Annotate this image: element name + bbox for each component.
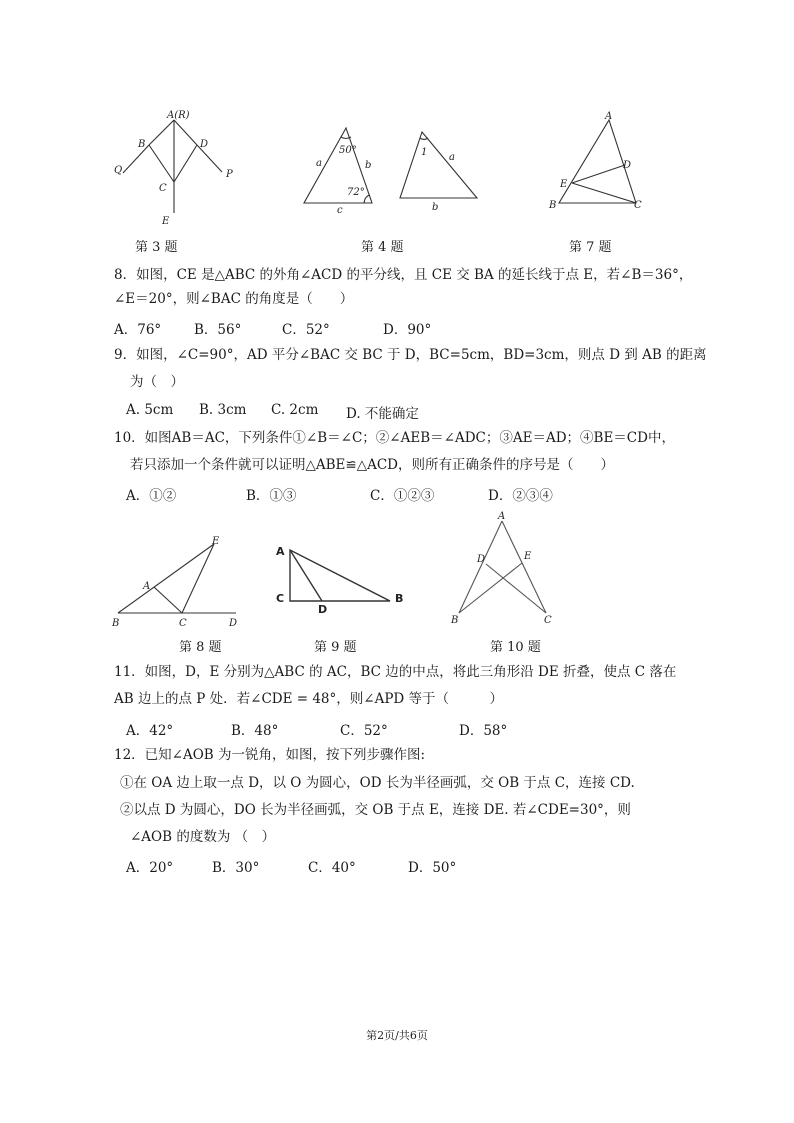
q9-option-d: D. 不能确定: [346, 406, 419, 422]
q12-option-c: C．40°: [308, 860, 356, 876]
figure-10: [445, 507, 565, 632]
fig8-label-d: D: [229, 618, 238, 629]
q11-option-c: C．52°: [340, 723, 388, 739]
q10-option-a: A．①②: [126, 488, 177, 504]
q12-text-line4: ∠AOB 的度数为 （ ）: [130, 829, 276, 845]
q10-text-line1: 10．如图AB＝AC，下列条件①∠B＝∠C；②∠AEB＝∠ADC；③AE＝AD；④BE＝CD中，: [114, 430, 675, 446]
figure-8: [108, 533, 248, 633]
q11-text-line2: AB 边上的点 P 处．若∠CDE = 48°，则∠APD 等于（ ）: [114, 691, 504, 707]
q8-option-b: B．56°: [194, 322, 242, 338]
fig9-label-d: D: [318, 603, 328, 616]
fig4-angle-bottom: 72°: [347, 187, 365, 198]
fig7-label-a: A: [605, 111, 613, 122]
fig7-label-e: E: [560, 179, 568, 190]
q12-text-line1: 12．已知∠AOB 为一锐角，如图，按下列步骤作图:: [114, 747, 426, 763]
q12-step2: ②以点 D 为圆心，DO 长为半径画弧，交 OB 于点 E，连接 DE. 若∠CDE=30°，则: [120, 802, 631, 818]
q9-option-a: A. 5cm: [126, 402, 174, 418]
fig4-side-b: b: [365, 160, 372, 171]
fig9-label-c: C: [276, 592, 285, 605]
q8-text-line2: ∠E＝20°，则∠BAC 的角度是（ ）: [114, 291, 354, 307]
q11-text-line1: 11．如图，D，E 分别为△ABC 的 AC，BC 边的中点，将此三角形沿 DE 折叠，使点 C 落在: [114, 664, 677, 680]
fig10-label-b: B: [451, 615, 459, 626]
q9-option-c: C. 2cm: [271, 402, 319, 418]
fig7-label-b: B: [549, 200, 557, 211]
fig4-right-b: b: [432, 202, 439, 213]
figure-3: [110, 105, 240, 230]
fig8-label-b: B: [112, 618, 120, 629]
fig10-label-c: C: [544, 615, 552, 626]
q12-option-b: B．30°: [212, 860, 260, 876]
fig4-side-c: c: [337, 205, 343, 216]
q11-option-b: B．48°: [231, 723, 279, 739]
fig3-label-p: P: [226, 169, 233, 180]
q11-option-a: A．42°: [126, 723, 174, 739]
fig3-label-e: E: [162, 216, 170, 227]
fig8-label-c: C: [179, 618, 187, 629]
q10-option-c: C．①②③: [370, 488, 435, 504]
fig3-label-d: D: [200, 139, 209, 150]
fig9-caption: 第 9 题: [314, 640, 357, 655]
fig9-label-b: B: [395, 592, 404, 605]
fig3-label-b: B: [138, 139, 146, 150]
q9-text-line1: 9．如图，∠C=90°，AD 平分∠BAC 交 BC 于 D，BC=5cm，BD=3cm，则点 D 到 AB 的距离: [114, 347, 707, 363]
q12-option-a: A．20°: [126, 860, 174, 876]
fig10-label-a: A: [498, 511, 506, 522]
fig8-label-a: A: [143, 581, 151, 592]
fig10-label-d: D: [477, 554, 486, 565]
fig4-caption: 第 4 题: [361, 240, 404, 255]
fig7-caption: 第 7 题: [569, 240, 612, 255]
fig4-angle-1: 1: [421, 147, 428, 158]
fig7-label-c: C: [634, 200, 642, 211]
fig7-label-d: D: [623, 160, 632, 171]
fig3-label-c: C: [159, 183, 167, 194]
fig8-label-e: E: [212, 536, 220, 547]
q8-option-c: C．52°: [282, 322, 330, 338]
fig3-caption: 第 3 题: [135, 240, 178, 255]
fig3-label-a: A(R): [167, 110, 190, 121]
q8-text-line1: 8．如图，CE 是△ABC 的外角∠ACD 的平分线，且 CE 交 BA 的延长线于点 E，若∠B＝36°，: [114, 267, 693, 283]
q10-text-line2: 若只添加一个条件就可以证明△ABE≌△ACD，则所有正确条件的序号是（ ）: [130, 457, 615, 473]
q12-step1: ①在 OA 边上取一点 D，以 O 为圆心，OD 长为半径画弧，交 OB 于点 C，连接 CD.: [120, 775, 635, 791]
q9-text-line2: 为（ ）: [130, 374, 184, 390]
q8-option-a: A．76°: [114, 322, 162, 338]
figure-9: [270, 538, 415, 618]
q12-option-d: D．50°: [408, 860, 457, 876]
fig4-side-a: a: [316, 158, 322, 169]
q9-option-b: B. 3cm: [199, 402, 247, 418]
fig3-label-q: Q: [114, 165, 123, 176]
q8-option-d: D．90°: [383, 322, 432, 338]
fig10-label-e: E: [524, 551, 532, 562]
fig4-angle-top: 50°: [339, 145, 357, 156]
figure-7: [543, 110, 653, 215]
q10-option-b: B．①③: [246, 488, 297, 504]
fig8-caption: 第 8 题: [179, 640, 222, 655]
fig9-label-a: A: [276, 545, 285, 558]
figure-4: [298, 122, 488, 222]
fig10-caption: 第 10 题: [490, 640, 541, 655]
q10-option-d: D．②③④: [488, 488, 553, 504]
q11-option-d: D．58°: [459, 723, 508, 739]
fig4-right-a: a: [449, 152, 455, 163]
page-footer: 第2页/共6页: [366, 1029, 428, 1042]
